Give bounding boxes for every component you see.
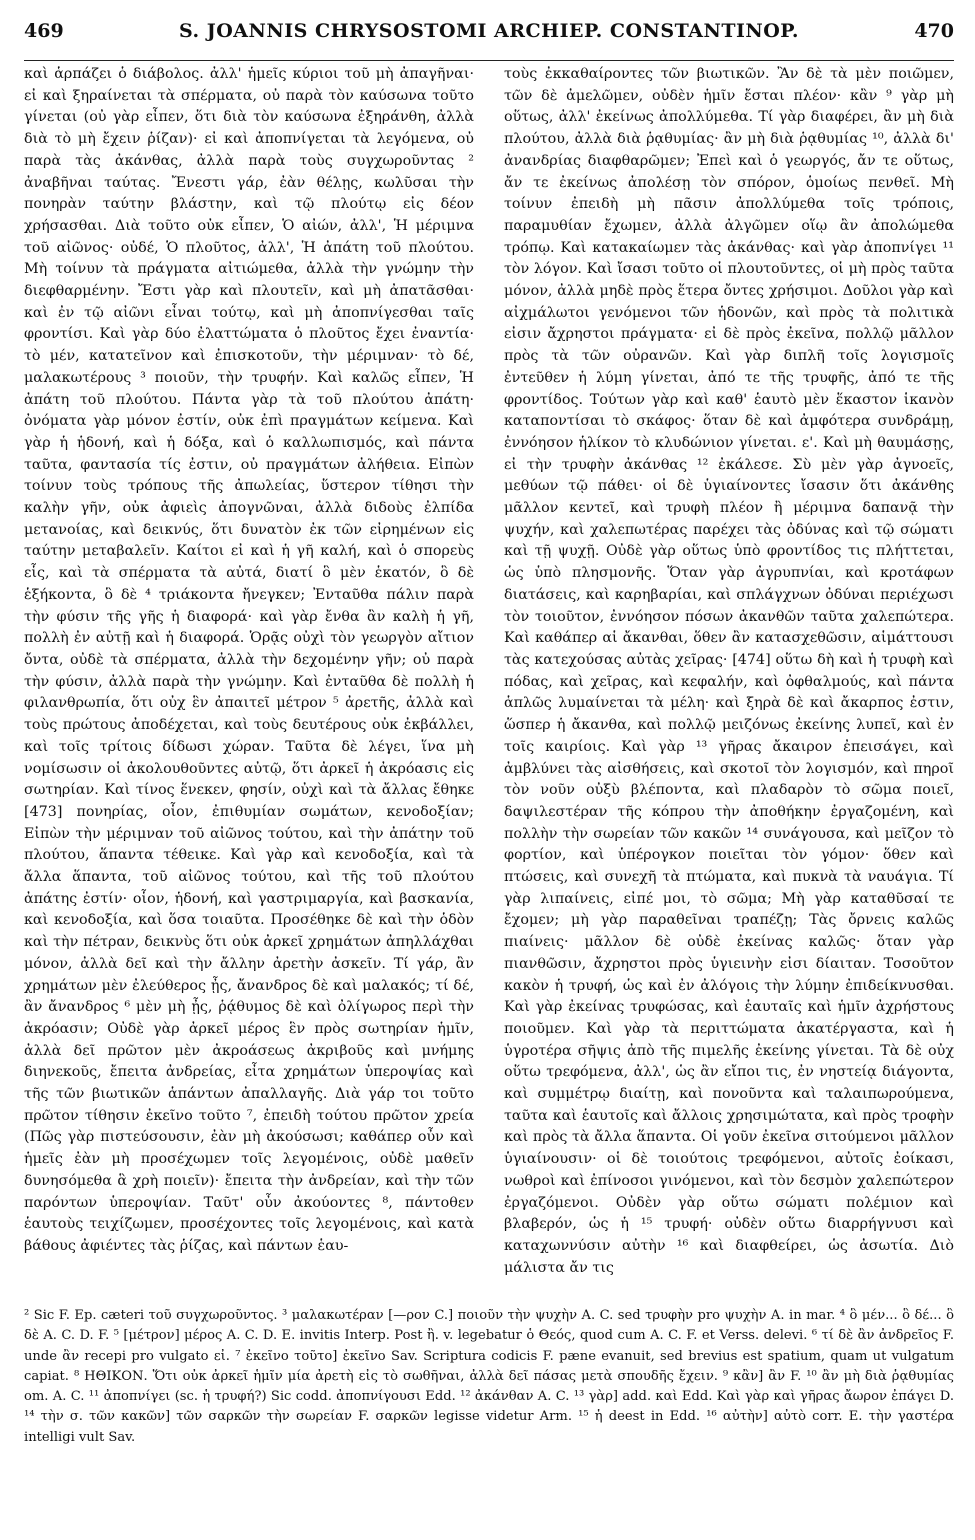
left-column-text: καὶ ἁρπάζει ὁ διάβολος. ἀλλ' ἡμεῖς κύριοι τοῦ μὴ ἀπαγῆναι· εἰ καὶ ξηραίνεται τὰ σπέρματα, οὐ παρὰ τὸν καύσωνα τοῦτο γίνεται (οὐ γὰρ εἶπεν, ὅτι διὰ τὸν καύσωνα ἐξηράνθη, ἀλλὰ διὰ τὸ μὴ ἔχειν ῥίζαν)· εἰ καὶ ἀποπνίγεται τὰ λεγόμενα, οὐ παρὰ τὰς ἀκάνθας, ἀλλὰ παρὰ τοὺς συγχωροῦντας ² ἀναβῆναι ταύτας. Ἔνεστι γάρ, ἐὰν θέλῃς, κωλῦσαι τὴν πονηρὰν ταύτην βλάστην, καὶ τῷ πλούτῳ εἰς δέον χρήσασθαι. Διὰ τοῦτο οὐκ εἶπεν, Ὁ αἰών, ἀλλ', Ἡ μέριμνα τοῦ αἰῶνος· οὐδέ, Ὁ πλοῦτος, ἀλλ', Ἡ ἀπάτη τοῦ πλούτου. Μὴ τοίνυν τὰ πράγματα αἰτιώμεθα, ἀλλὰ τὴν γνώμην τὴν διεφθαρμένην. Ἔστι γὰρ καὶ πλουτεῖν, καὶ μὴ ἀπατᾶσθαι· καὶ ἐν τῷ αἰῶνι εἶναι τούτῳ, καὶ μὴ ἀποπνίγεσθαι ταῖς φροντίσι. Καὶ γὰρ δύο ἐλαττώματα ὁ πλοῦτος ἔχει ἐναντία· τὸ μέν, κατατεῖνον καὶ ἐπισκοτοῦν, τὴν μέριμναν· τὸ δέ, μαλακωτέρους ³ ποιοῦν, τὴν τρυφήν. Καὶ καλῶς εἶπεν, Ἡ ἀπάτη τοῦ πλούτου. Πάντα γὰρ τὰ τοῦ πλούτου ἀπάτη· ὀνόματα γὰρ μόνον ἐστίν, οὐκ ἐπὶ πραγμάτων κείμενα. Καὶ γὰρ ἡ ἡδονή, καὶ ἡ δόξα, καὶ ὁ καλλωπισμός, καὶ πάντα ταῦτα, φαντασία τίς ἐστιν, οὐ πραγμάτων ἀλήθεια. Εἰπὼν τοίνυν τοὺς τρόπους τῆς ἀπωλείας, ὕστερον τίθησι τὴν καλὴν γῆν, οὐκ ἀφιεὶς ἀπογνῶναι, ἀλλὰ διδοὺς ἐλπίδα μετανοίας, καὶ δεικνύς, ὅτι δυνατὸν ἐκ τῶν εἰρημένων εἰς ταύτην μεταβαλεῖν. Καίτοι εἰ καὶ ἡ γῆ καλή, καὶ ὁ σπορεὺς εἷς, καὶ τὰ σπέρματα τὰ αὐτά, διατί ὃ μὲν ἑκατόν, ὃ δὲ ἑξήκοντα, ὃ δὲ ⁴ τριάκοντα ἤνεγκεν; Ἐνταῦθα πάλιν παρὰ τὴν φύσιν τῆς γῆς ἡ διαφορά· καὶ γὰρ ἔνθα ἂν καλὴ ἡ γῆ, πολλὴ ἐν αὐτῇ καὶ ἡ διαφορά. Ὁρᾷς οὐχὶ τὸν γεωργὸν αἴτιον ὄντα, οὐδὲ τὰ σπέρματα, ἀλλὰ τὴν δεχομένην γῆν; οὐ παρὰ τὴν φύσιν, ἀλλὰ παρὰ τὴν γνώμην. Καὶ ἐνταῦθα δὲ πολλὴ ἡ φιλανθρωπία, ὅτι οὐχ ἓν ἀπαιτεῖ μέτρον ⁵ ἀρετῆς, ἀλλὰ καὶ τοὺς πρώτους ἀποδέχεται, καὶ τοὺς δευτέρους οὐκ ἐκβάλλει, καὶ τοῖς τρίτοις δίδωσι χώραν. Ταῦτα δὲ λέγει, ἵνα μὴ νομίσωσιν οἱ ἀκολουθοῦντες αὐτῷ, ὅτι ἀρκεῖ ἡ ἀκρόασις εἰς σωτηρίαν. Καὶ τίνος ἕνεκεν, φησίν, οὐχὶ καὶ τὰ ἄλλας ἔθηκε [473] πονηρίας, οἷον, ἐπιθυμίαν σωμάτων, κενοδοξίαν; Εἰπὼν τὴν μέριμναν τοῦ αἰῶνος τούτου, καὶ τὴν ἀπάτην τοῦ πλούτου, ἅπαντα τέθεικε. Καὶ γὰρ καὶ κενοδοξία, καὶ τὰ ἄλλα ἅπαντα, τοῦ αἰῶνος τούτου, καὶ τῆς τοῦ πλούτου ἀπάτης ἐστίν· οἷον, ἡδονή, καὶ γαστριμαργία, καὶ βασκανία, καὶ κενοδοξία, καὶ ὅσα τοιαῦτα. Προσέθηκε δὲ καὶ τὴν ὁδὸν καὶ τὴν πέτραν, δεικνὺς ὅτι οὐκ ἀρκεῖ χρημάτων ἀπηλλάχθαι μόνον, ἀλλὰ δεῖ καὶ τὴν ἄλλην ἀρετὴν ἀσκεῖν. Τί γάρ, ἂν χρημάτων μὲν ἐλεύθερος ᾖς, ἄνανδρος δὲ καὶ μαλακός; τί δέ, ἂν ἄνανδρος ⁶ μὲν μὴ ᾖς, ῥᾴθυμος δὲ καὶ ὀλίγωρος περὶ τὴν ἀκρόασιν; Οὐδὲ γὰρ ἀρκεῖ μέρος ἓν πρὸς σωτηρίαν ἡμῖν, ἀλλὰ δεῖ πρῶτον μὲν ἀκροάσεως ἀκριβοῦς καὶ μνήμης διηνεκοῦς, ἔπειτα ἀνδρείας, εἶτα χρημάτων ὑπεροψίας καὶ τῆς τῶν βιωτικῶν ἁπάντων ἀπαλλαγῆς. Διὰ γάρ τοι τοῦτο πρῶτον τίθησιν ἐκεῖνο τοῦτο ⁷, ἐπειδὴ τούτου πρῶτον χρεία (Πῶς γὰρ πιστεύσουσιν, ἐὰν μὴ ἀκούσωσι; καθάπερ οὖν καὶ ἡμεῖς ἐὰν μὴ προσέχωμεν τοῖς λεγομένοις, οὐδὲ μαθεῖν δυνησόμεθα ἃ χρὴ ποιεῖν)· ἔπειτα τὴν ἀνδρείαν, καὶ τὴν τῶν παρόντων ὑπεροψίαν. Ταῦτ' οὖν ἀκούοντες ⁸, πάντοθεν ἑαυτοὺς τειχίζωμεν, προσέχοντες τοῖς λεγομένοις, καὶ κατὰ βάθους ἀφιέντες τὰς ῥίζας, καὶ πάντων ἑαυ- [24, 66, 474, 1254]
right-column-text: τοὺς ἐκκαθαίροντες τῶν βιωτικῶν. Ἂν δὲ τὰ μὲν ποιῶμεν, τῶν δὲ ἀμελῶμεν, οὐδὲν ἡμῖν ἔσται πλέον· κἂν ⁹ γὰρ μὴ οὕτως, ἀλλ' ἐκείνως ἀπολλύμεθα. Τί γὰρ διαφέρει, ἂν μὴ διὰ πλούτου, ἀλλὰ διὰ ῥᾳθυμίας· ἂν μὴ διὰ ῥᾳθυμίας ¹⁰, ἀλλὰ δι' ἀνανδρίας διαφθαρῶμεν; Ἐπεὶ καὶ ὁ γεωργός, ἄν τε οὕτως, ἄν τε ἐκείνως ἀπολέσῃ τὸν σπόρον, ὁμοίως πενθεῖ. Μὴ τοίνυν ἐπειδὴ μὴ πᾶσιν ἀπολλύμεθα τοῖς τρόποις, παραμυθίαν ἔχωμεν, ἀλλὰ ἀλγῶμεν οἵῳ ἂν ἀπολώμεθα τρόπῳ. Καὶ κατακαίωμεν τὰς ἀκάνθας· καὶ γὰρ ἀποπνίγει ¹¹ τὸν λόγον. Καὶ ἴσασι τοῦτο οἱ πλουτοῦντες, οἱ μὴ πρὸς ταῦτα μόνον, ἀλλὰ μηδὲ πρὸς ἕτερα ὄντες χρήσιμοι. Δοῦλοι γὰρ καὶ αἰχμάλωτοι γενόμενοι τῶν ἡδονῶν, καὶ πρὸς τὰ πολιτικὰ εἰσιν ἄχρηστοι πράγματα· εἰ δὲ πρὸς ἐκεῖνα, πολλῷ μᾶλλον πρὸς τὰ τῶν οὐρανῶν. Καὶ γὰρ διπλῆ τοῖς λογισμοῖς ἐντεῦθεν ἡ λύμη γίνεται, ἀπό τε τῆς τρυφῆς, ἀπό τε τῆς φροντίδος. Τούτων γὰρ καὶ καθ' ἑαυτὸ μὲν ἕκαστον ἱκανὸν καταποντίσαι τὸ σκάφος· ὅταν δὲ καὶ ἀμφότερα συνδράμῃ, ἐννόησον ἡλίκον τὸ κλυδώνιον γίνεται. ε'. Καὶ μὴ θαυμάσῃς, εἰ τὴν τρυφὴν ἀκάνθας ¹² ἐκάλεσε. Σὺ μὲν γὰρ ἀγνοεῖς, μεθύων τῷ πάθει· οἱ δὲ ὑγιαίνοντες ἴσασιν ὅτι ἀκάνθης μᾶλλον κεντεῖ, καὶ τρυφὴ πλέον ἢ μέριμνα δαπανᾷ τὴν ψυχήν, καὶ χαλεπωτέρας παρέχει τὰς ὀδύνας καὶ τῷ σώματι καὶ τῇ ψυχῇ. Οὐδὲ γὰρ οὕτως ὑπὸ φροντίδος τις πλήττεται, ὡς ὑπὸ πλησμονῆς. Ὅταν γὰρ ἀγρυπνίαι, καὶ κροτάφων διατάσεις, καὶ καρηβαρίαι, καὶ σπλάγχνων ὀδύναι περιέχωσι τὸν τοιοῦτον, ἐννόησον πόσων ἀκανθῶν ταῦτα χαλεπώτερα. Καὶ καθάπερ αἱ ἄκανθαι, ὅθεν ἂν κατασχεθῶσιν, αἱμάττουσι τὰς κατεχούσας αὐτὰς χεῖρας· [474] οὕτω δὴ καὶ ἡ τρυφὴ καὶ πόδας, καὶ χεῖρας, καὶ κεφαλήν, καὶ ὀφθαλμούς, καὶ πάντα ἁπλῶς λυμαίνεται τὰ μέλη· καὶ ξηρὰ δὲ καὶ ἄκαρπος ἐστιν, ὥσπερ ἡ ἄκανθα, καὶ πολλῷ μειζόνως ἐκείνης λυπεῖ, καὶ ἐν τοῖς καιρίοις. Καὶ γὰρ ¹³ γῆρας ἄκαιρον ἐπεισάγει, καὶ ἀμβλύνει τὰς αἰσθήσεις, καὶ σκοτοῖ τὸν λογισμόν, καὶ πηροῖ τὸν νοῦν οὐξὺ βλέποντα, καὶ πλαδαρὸν τὸ σῶμα ποιεῖ, δαψιλεστέραν τῆς κόπρου τὴν ἀποθήκην ἐργαζομένη, καὶ πολλὴν τὴν σωρείαν τῶν κακῶν ¹⁴ συνάγουσα, καὶ μεῖζον τὸ φορτίον, καὶ ὑπέρογκον ποιεῖται τὸν γόμον· ὅθεν καὶ πτώσεις, καὶ συνεχῆ τὰ πτώματα, καὶ πυκνὰ τὰ ναυάγια. Τί γὰρ λιπαίνεις, εἰπέ μοι, τὸ σῶμα; Μὴ γὰρ καταθῦσαί τε ἔχομεν; μὴ γὰρ παραθεῖναι τραπέζῃ; Τὰς ὄρνεις καλῶς πιαίνεις· μᾶλλον δὲ οὐδὲ ἐκείνας καλῶς· ὅταν γὰρ πιανθῶσιν, ἄχρηστοι πρὸς ὑγιεινὴν εἰσι δίαιταν. Τοσοῦτον κακὸν ἡ τρυφή, ὡς καὶ ἐν ἀλόγοις τὴν λύμην ἐπιδείκνυσθαι. Καὶ γὰρ ἐκείνας τρυφώσας, καὶ ἑαυταῖς καὶ ἡμῖν ἀχρήστους ποιοῦμεν. Καὶ γὰρ τὰ περιττώματα ἀκατέργαστα, καὶ ἡ ὑγροτέρα σῆψις ἀπὸ τῆς πιμελῆς ἐκείνης γίνεται. Τὰ δὲ οὐχ οὕτω τρεφόμενα, ἀλλ', ὡς ἂν εἴποι τις, ἐν νηστείᾳ διάγοντα, καὶ συμμέτρῳ διαίτῃ, καὶ πονοῦντα καὶ ταλαιπωρούμενα, ταῦτα καὶ ἑαυτοῖς καὶ ἄλλοις χρησιμώτατα, καὶ πρὸς τροφὴν καὶ πρὸς τὰ ἄλλα ἅπαντα. Οἱ γοῦν ἐκεῖνα σιτούμενοι μᾶλλον ὑγιαίνουσιν· οἱ δὲ τοιούτοις τρεφόμενοι, αὐτοῖς ἐοίκασι, νωθροὶ καὶ ἐπίνοσοι γινόμενοι, καὶ τὸν δεσμὸν χαλεπώτερον ἐργαζόμενοι. Οὐδὲν γὰρ οὕτω σώματι πολέμιον καὶ βλαβερόν, ὡς ἡ ¹⁵ τρυφή· οὐδὲν οὕτω διαρρήγνυσι καὶ καταχωννύσιν αὐτὴν ¹⁶ καὶ διαφθείρει, ὡς ἀσωτία. Διὸ μάλιστα ἄν τις [504, 66, 954, 1276]
left-column [24, 64, 474, 1302]
running-title: S. JOANNIS CHRYSOSTOMI ARCHIEP. CONSTANTINOP. [178, 20, 800, 42]
running-header [24, 20, 954, 61]
right-column [504, 64, 954, 1302]
page-number-left: 469 [24, 20, 64, 42]
text-columns [24, 64, 954, 1302]
page-number-right: 470 [914, 20, 954, 42]
footnotes [24, 1306, 954, 1526]
footnote-text: ² Sic F. Ep. cæteri τοῦ συγχωροῦντος. ³ μαλακωτέραν [—ρον C.] ποιοῦν τὴν ψυχὴν A. C. sed τρυφὴν pro ψυχὴν A. in mar. ⁴ ὃ μέν... ὃ δέ... ὃ δὲ A. C. D. F. ⁵ [μέτρον] μέρος A. C. D. E. invitis Interp. Post ἢ. v. legebatur ὁ Θεός, quod cum A. C. F. et Verss. delevi. ⁶ τί δὲ ἂν ἀνδρεῖος F. unde ἂν recepi pro vulgato εἰ. ⁷ ἐκεῖνο τοῦτο] ἐκεῖνο Sav. Scriptura codicis F. pæne evanuit, sed brevius est spatium, quam ut vulgatum capiat. ⁸ ΗΘΙΚΟΝ. Ὅτι οὐκ ἀρκεῖ ἡμῖν μία ἀρετὴ εἰς τὸ σωθῆναι, ἀλλὰ δεῖ πάσας μετὰ σπουδῆς ἔχειν. ⁹ κἂν] ἂν F. ¹⁰ ἂν μὴ διὰ ῥᾳθυμίας om. A. C. ¹¹ ἀποπνίγει (sc. ἡ τρυφή?) Sic codd. ἀποπνίγουσι Edd. ¹² ἀκάνθαν A. C. ¹³ γὰρ] add. καὶ Edd. Καὶ γὰρ καὶ γῆρας ἄωρον ἐπάγει D. ¹⁴ τὴν σ. τῶν κακῶν] τῶν σαρκῶν τὴν σωρείαν F. σαρκῶν legisse videtur Arm. ¹⁵ ἡ deest in Edd. ¹⁶ αὐτὴν] αὐτὸ corr. E. τὴν γαστέρα intelligi vult Sav. [24, 1308, 954, 1445]
